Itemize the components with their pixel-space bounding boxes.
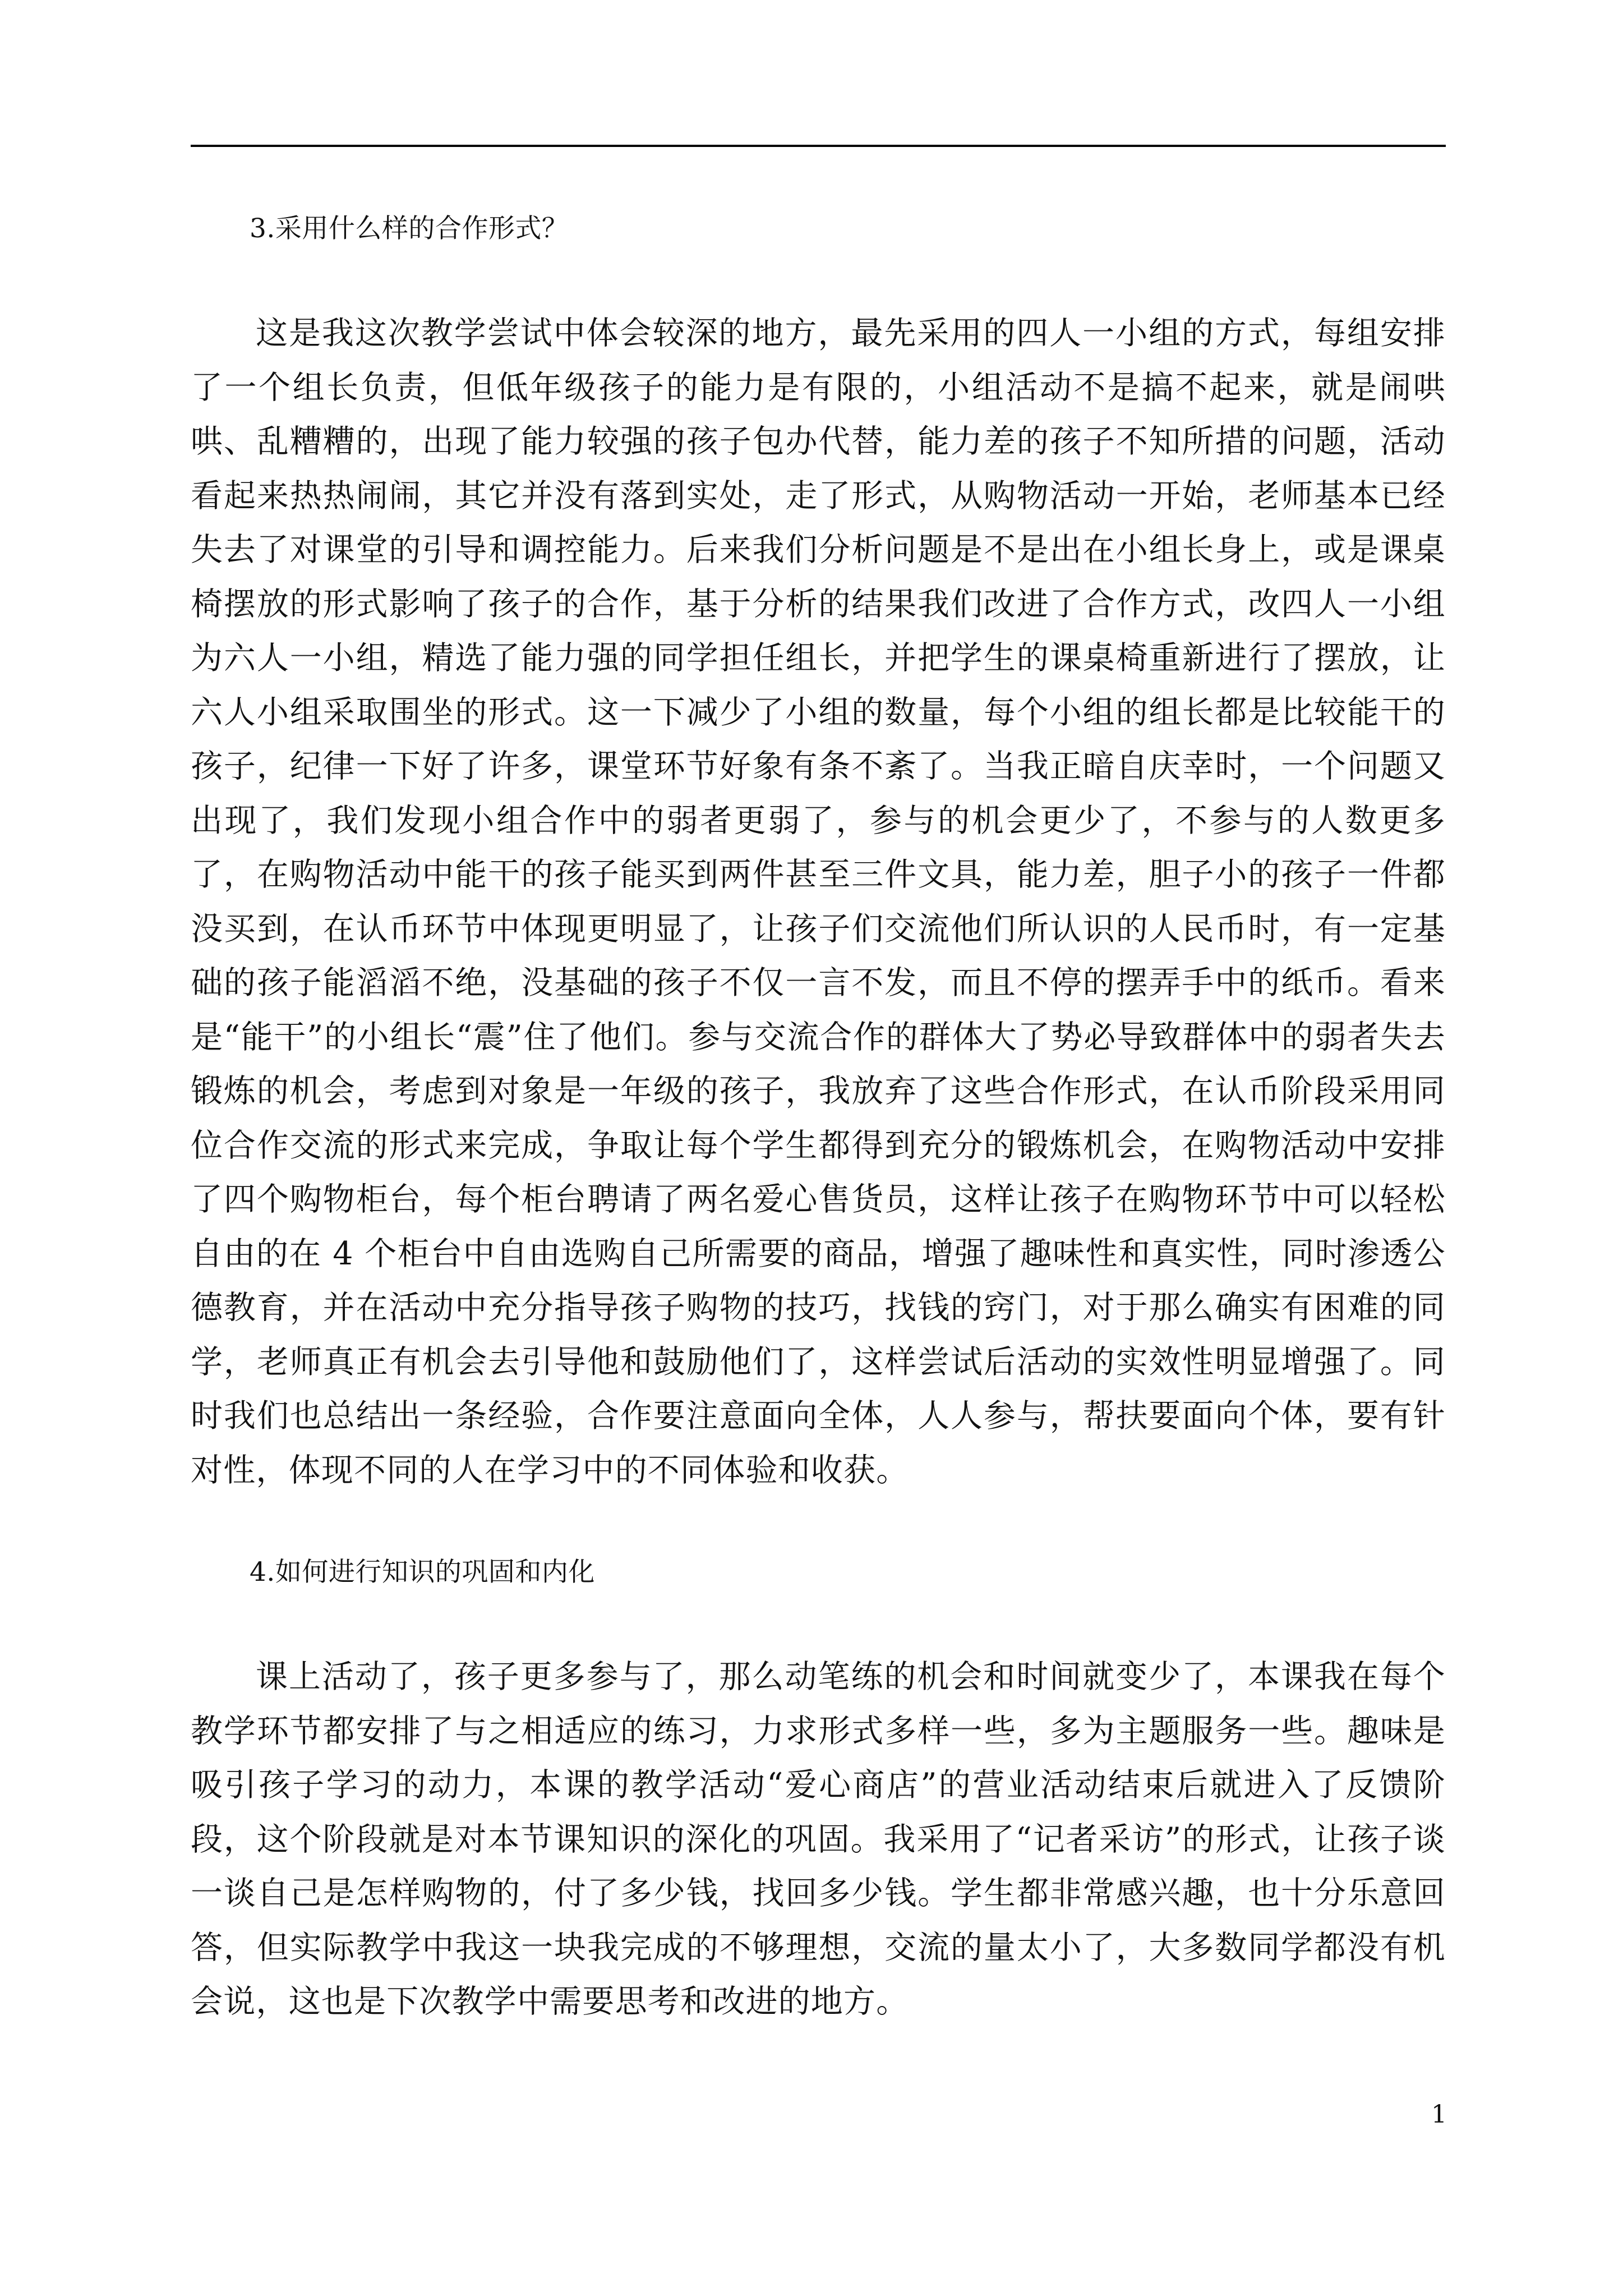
page-number: 1 <box>1431 2100 1447 2129</box>
header-rule <box>191 145 1446 147</box>
section-paragraph-4: 课上活动了，孩子更多参与了，那么动笔练的机会和时间就变少了，本课我在每个教学环节都安排了与之相适应的练习，力求形式多样一些，多为主题服务一些。趣味是吸引孩子学习的动力，本课的教学活动“爱心商店”的营业活动结束后就进入了反馈阶段，这个阶段就是对本节课知识的深化的巩固。我采用了“记者采访”的形式，让孩子谈一谈自己是怎样购物的，付了多少钱，找回多少钱。学生都非常感兴趣，也十分乐意回答，但实际教学中我这一块我完成的不够理想，交流的量太小了，大多数同学都没有机会说，这也是下次教学中需要思考和改进的地方。 <box>191 1658 1446 2020</box>
section-heading-4: 4.如何进行知识的巩固和内化 <box>250 1557 595 1588</box>
document-body <box>191 202 1446 2029</box>
section-heading-3: 3.采用什么样的合作形式？ <box>250 213 569 244</box>
section-paragraph-3: 这是我这次教学尝试中体会较深的地方，最先采用的四人一小组的方式，每组安排了一个组长负责，但低年级孩子的能力是有限的，小组活动不是搞不起来，就是闹哄哄、乱糟糟的，出现了能力较强的孩子包办代替，能力差的孩子不知所措的问题，活动看起来热热闹闹，其它并没有落到实处，走了形式，从购物活动一开始，老师基本已经失去了对课堂的引导和调控能力。后来我们分析问题是不是出在小组长身上，或是课桌椅摆放的形式影响了孩子的合作，基于分析的结果我们改进了合作方式，改四人一小组为六人一小组，精选了能力强的同学担任组长，并把学生的课桌椅重新进行了摆放，让六人小组采取围坐的形式。这一下减少了小组的数量，每个小组的组长都是比较能干的孩子，纪律一下好了许多，课堂环节好象有条不紊了。当我正暗自庆幸时，一个问题又出现了，我们发现小组合作中的弱者更弱了，参与的机会更少了，不参与的人数更多了，在购物活动中能干的孩子能买到两件甚至三件文具，能力差，胆子小的孩子一件都没买到，在认币环节中体现更明显了，让孩子们交流他们所认识的人民币时，有一定基础的孩子能滔滔不绝，没基础的孩子不仅一言不发，而且不停的摆弄手中的纸币。看来是“能干”的小组长“震”住了他们。参与交流合作的群体大了势必导致群体中的弱者失去锻炼的机会，考虑到对象是一年级的孩子，我放弃了这些合作形式，在认币阶段采用同位合作交流的形式来完成，争取让每个学生都得到充分的锻炼机会，在购物活动中安排了四个购物柜台，每个柜台聘请了两名爱心售货员，这样让孩子在购物环节中可以轻松自由的在 4 个柜台中自由选购自己所需要的商品，增强了趣味性和真实性，同时渗透公德教育，并在活动中充分指导孩子购物的技巧，找钱的窍门，对于那么确实有困难的同学，老师真正有机会去引导他和鼓励他们了，这样尝试后活动的实效性明显增强了。同时我们也总结出一条经验，合作要注意面向全体，人人参与，帮扶要面向个体，要有针对性，体现不同的人在学习中的不同体验和收获。 <box>191 315 1446 1489</box>
